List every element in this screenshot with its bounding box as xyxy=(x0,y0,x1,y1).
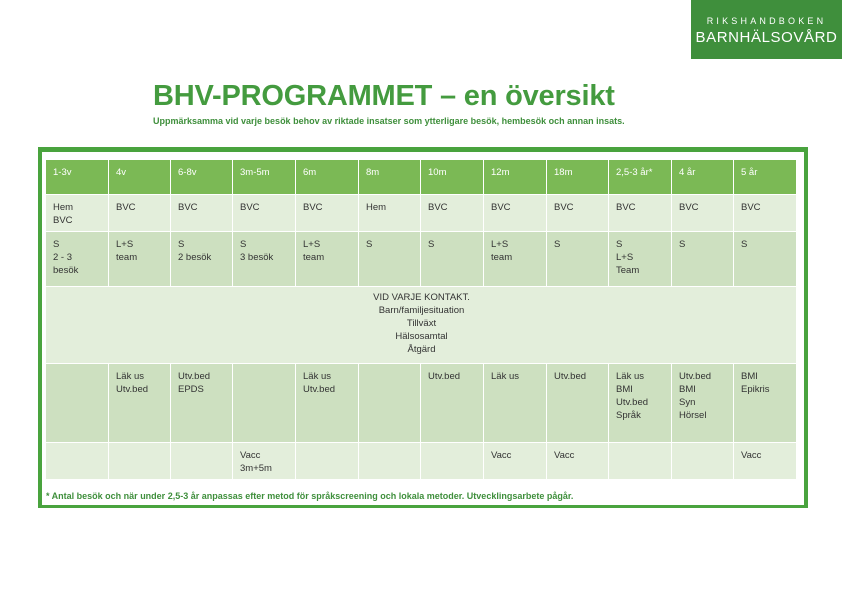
contact-cell: S xyxy=(672,232,734,287)
exam-cell: Läk us xyxy=(484,364,547,443)
place-cell: BVC xyxy=(296,195,359,232)
age-header-cell: 10m xyxy=(421,160,484,195)
age-header-row xyxy=(46,160,797,195)
exam-cell xyxy=(46,364,109,443)
exam-cell: Utv.bed xyxy=(421,364,484,443)
logo-line-1: RIKSHANDBOKEN xyxy=(706,16,827,26)
place-cell: BVC xyxy=(672,195,734,232)
contact-cell: L+S team xyxy=(109,232,171,287)
exam-cell: Läk us Utv.bed xyxy=(109,364,171,443)
age-header-cell: 1-3v xyxy=(46,160,109,195)
age-header-cell: 12m xyxy=(484,160,547,195)
vacc-cell: Vacc 3m+5m xyxy=(233,443,296,480)
exam-cell xyxy=(233,364,296,443)
vacc-row xyxy=(46,443,797,480)
place-cell: Hem BVC xyxy=(46,195,109,232)
exam-cell: BMI Epikris xyxy=(734,364,797,443)
vacc-cell xyxy=(296,443,359,480)
contact-cell: S xyxy=(359,232,421,287)
age-header-cell: 18m xyxy=(547,160,609,195)
rikshandboken-logo xyxy=(691,0,842,59)
age-header-cell: 6m xyxy=(296,160,359,195)
vacc-cell xyxy=(359,443,421,480)
page-title: BHV-PROGRAMMET – en översikt xyxy=(153,80,615,112)
age-header-cell: 2,5-3 år* xyxy=(609,160,672,195)
age-header-cell: 3m-5m xyxy=(233,160,296,195)
place-cell: BVC xyxy=(547,195,609,232)
contact-cell: S 2 - 3 besök xyxy=(46,232,109,287)
place-cell: Hem xyxy=(359,195,421,232)
age-header-cell: 5 år xyxy=(734,160,797,195)
place-cell: BVC xyxy=(421,195,484,232)
place-cell: BVC xyxy=(484,195,547,232)
contact-row xyxy=(46,232,797,287)
vacc-cell: Vacc xyxy=(484,443,547,480)
exam-cell: Läk us BMI Utv.bed Språk xyxy=(609,364,672,443)
vacc-cell: Vacc xyxy=(734,443,797,480)
contact-cell: S xyxy=(734,232,797,287)
place-cell: BVC xyxy=(734,195,797,232)
exam-row xyxy=(46,364,797,443)
exam-cell: Läk us Utv.bed xyxy=(296,364,359,443)
every-contact-cell: VID VARJE KONTAKT. Barn/familjesituation Tillväxt Hälsosamtal Åtgärd xyxy=(46,287,797,364)
vacc-cell xyxy=(609,443,672,480)
age-header-cell: 8m xyxy=(359,160,421,195)
vacc-cell xyxy=(109,443,171,480)
place-row xyxy=(46,195,797,232)
page-subtitle: Uppmärksamma vid varje besök behov av riktade insatser som ytterligare besök, hembesök och annan insats. xyxy=(153,116,625,126)
place-cell: BVC xyxy=(233,195,296,232)
contact-cell: S 2 besök xyxy=(171,232,233,287)
exam-cell: Utv.bed EPDS xyxy=(171,364,233,443)
contact-cell: S xyxy=(421,232,484,287)
program-table xyxy=(46,160,797,480)
contact-cell: L+S team xyxy=(484,232,547,287)
age-header-cell: 4 år xyxy=(672,160,734,195)
age-header-cell: 4v xyxy=(109,160,171,195)
vacc-cell xyxy=(171,443,233,480)
exam-cell: Utv.bed BMI Syn Hörsel xyxy=(672,364,734,443)
vacc-cell xyxy=(46,443,109,480)
place-cell: BVC xyxy=(109,195,171,232)
contact-cell: S L+S Team xyxy=(609,232,672,287)
age-header-cell: 6-8v xyxy=(171,160,233,195)
contact-cell: S xyxy=(547,232,609,287)
contact-cell: S 3 besök xyxy=(233,232,296,287)
footnote: * Antal besök och när under 2,5-3 år anpassas efter metod för språkscreening och lokala metoder. Utvecklingsarbete pågår. xyxy=(46,491,574,501)
vacc-cell xyxy=(421,443,484,480)
vacc-cell xyxy=(672,443,734,480)
place-cell: BVC xyxy=(171,195,233,232)
exam-cell xyxy=(359,364,421,443)
every-contact-row xyxy=(46,287,797,364)
logo-line-2: BARNHÄLSOVÅRD xyxy=(695,29,838,46)
contact-cell: L+S team xyxy=(296,232,359,287)
vacc-cell: Vacc xyxy=(547,443,609,480)
exam-cell: Utv.bed xyxy=(547,364,609,443)
place-cell: BVC xyxy=(609,195,672,232)
